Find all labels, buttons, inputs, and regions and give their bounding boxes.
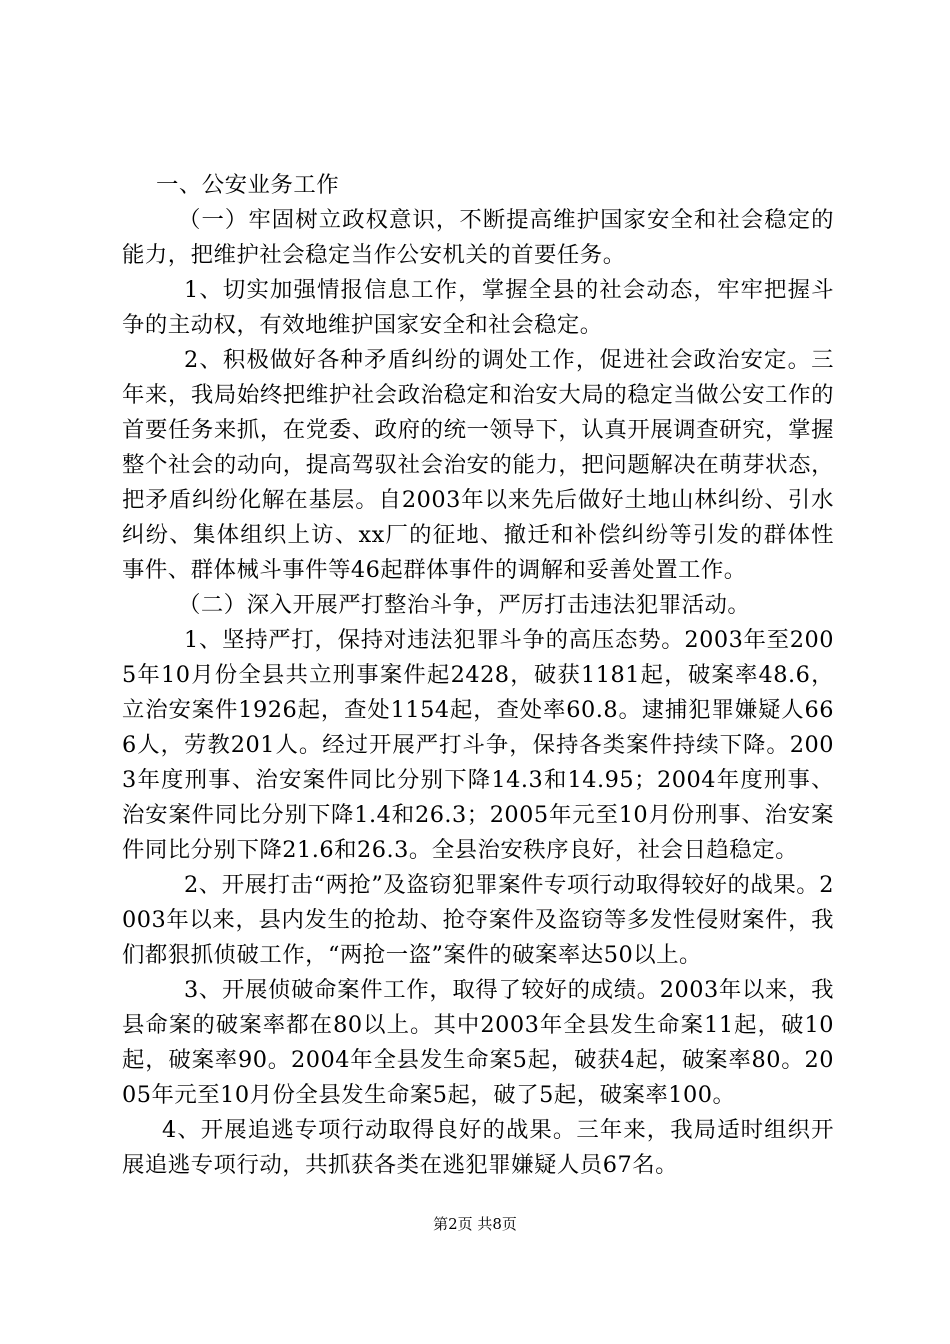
body-paragraph: 1、坚持严打，保持对违法犯罪斗争的高压态势。2003年至2005年10月份全县共立刑事案件起2428，破获1181起，破案率48.6，立治安案件1926起，查处1154起，查处率60.8。逮捕犯罪嫌疑人666人，劳教201人。经过开展严打斗争，保持各类案件持续下降。2003年度刑事、治安案件同比分别下降14.3和14.95；2004年度刑事、治安案件同比分别下降1.4和26.3；2005年元至10月份刑事、治安案件同比分别下降21.6和26.3。全县治安秩序良好，社会日趋稳定。 — [122, 627, 834, 863]
document-body — [122, 168, 834, 1183]
subsection-heading: （二）深入开展严打整治斗争，严厉打击违法犯罪活动。 — [178, 592, 751, 618]
body-paragraph: 1、切实加强情报信息工作，掌握全县的社会动态，牢牢把握斗争的主动权，有效地维护国家安全和社会稳定。 — [122, 277, 834, 338]
page-number-footer: 第2页 共8页 — [433, 1215, 517, 1233]
body-paragraph: 2、开展打击“两抢”及盗窃犯罪案件专项行动取得较好的战果。2003年以来，县内发生的抢劫、抢夺案件及盗窃等多发性侵财案件，我们都狠抓侦破工作，“两抢一盗”案件的破案率达50以上。 — [122, 872, 834, 968]
body-paragraph: 3、开展侦破命案件工作，取得了较好的成绩。2003年以来，我县命案的破案率都在80以上。其中2003年全县发生命案11起，破10起，破案率90。2004年全县发生命案5起，破获4起，破案率80。2005年元至10月份全县发生命案5起，破了5起，破案率100。 — [122, 977, 834, 1108]
section-heading: 一、公安业务工作 — [156, 172, 340, 198]
body-paragraph: 4、开展追逃专项行动取得良好的战果。三年来，我局适时组织开展追逃专项行动，共抓获各类在逃犯罪嫌疑人员67名。 — [122, 1117, 834, 1178]
body-paragraph: 2、积极做好各种矛盾纠纷的调处工作，促进社会政治安定。三年来，我局始终把维护社会政治稳定和治安大局的稳定当做公安工作的首要任务来抓，在党委、政府的统一领导下，认真开展调查研究，掌握整个社会的动向，提高驾驭社会治安的能力，把问题解决在萌芽状态，把矛盾纠纷化解在基层。自2003年以来先后做好土地山林纠纷、引水纠纷、集体组织上访、xx厂的征地、撤迁和补偿纠纷等引发的群体性事件、群体械斗事件等46起群体事件的调解和妥善处置工作。 — [122, 347, 834, 583]
subsection-heading: （一）牢固树立政权意识，不断提高维护国家安全和社会稳定的能力，把维护社会稳定当作公安机关的首要任务。 — [122, 207, 834, 268]
